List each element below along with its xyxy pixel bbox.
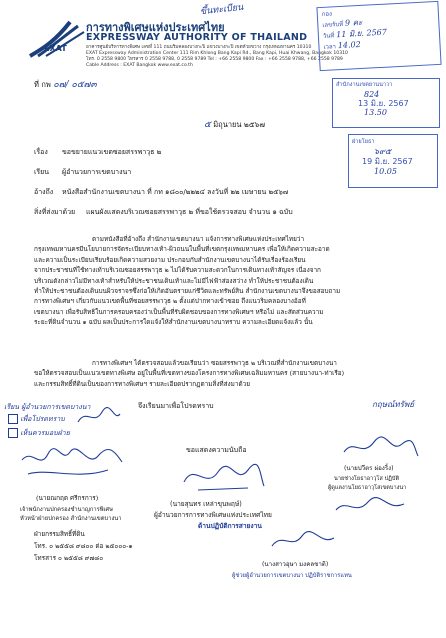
annotation-title-1b: หัวหน้าฝ่ายปกครอง สำนักงานเขตบางนา <box>20 516 122 522</box>
exat-logo <box>26 18 86 62</box>
letter-ref <box>34 80 97 90</box>
subject-text: ขอขยายแนวเขตซอยสรรพาวุธ ๒ <box>62 148 162 156</box>
checkbox-icon <box>8 414 18 424</box>
to-line <box>34 168 131 177</box>
body-line: กรุงเทพมหานครมีนโยบายการจัดระเบียบทางเท้า-ผิวถนนในพื้นที่เขตกรุงเทพมหานคร เพื่อให้เกิดความสะอาด <box>34 245 330 254</box>
to-label: เรียน <box>34 168 50 176</box>
footer-dept: ฝ่ายกรรมสิทธิ์ที่ดิน <box>34 530 85 538</box>
stamp-date: 19 มิ.ย. 2567 <box>362 157 413 166</box>
stamp-value: 824 <box>364 90 380 99</box>
handwritten-note: ขึ้นทะเบียน <box>199 2 244 18</box>
body-line: ตามหนังสือที่อ้างถึง สำนักงานเขตบางนา แจ้งการทางพิเศษแห่งประเทศไทยว่า <box>92 235 305 243</box>
body-line: การทางพิเศษฯ ได้ตรวจสอบแล้วขอเรียนว่า ซอยสรรพาวุธ ๒ บริเวณที่สำนักงานเขตบางนา <box>92 359 337 367</box>
annotation-title-2b: ผู้ดูแลงานโยธาอาวุโสเขตบางนา <box>328 485 407 491</box>
stamp-value: 14.02 <box>337 39 361 51</box>
to-text: ผู้อำนวยการเขตบางนา <box>62 168 132 176</box>
org-tel: โทร. 0 2558 9800 โทรสาร 0 2558 9788, 0 2558 9789 Tel : +66 2558 9800 Fax : +66 2558 9788, +66 2558 9789 <box>86 57 343 62</box>
stamp-date: 13 มิ.ย. 2567 <box>358 99 409 108</box>
annotation-name-3: (นางสาวอุษา มงคลชาติ) <box>262 561 329 568</box>
signature-scribble-left <box>18 440 128 490</box>
enclosure-label: สิ่งที่ส่งมาด้วย <box>34 208 76 216</box>
body-line: ขอให้ตรวจสอบเป็นแนวเขตทางพิเศษ อยู่ในพื้นที่เขตทางของโครงการทางพิเศษเฉลิมมหานคร (สายบางนา-ท่าเรือ) <box>34 369 345 378</box>
ref-label: ที่ กพ <box>34 80 51 89</box>
subject-line <box>34 148 161 157</box>
annotation-text: เห็นควรมอบฝ่าย <box>20 429 70 437</box>
reference-line <box>34 188 288 197</box>
stamp-time: 13.50 <box>364 108 387 117</box>
annotation-name-1: (นายณกฤต ศรีกรการ) <box>36 494 99 502</box>
annotation-name-2: (นายปวีตร ผ่องริ้ง) <box>344 465 394 472</box>
stamp-title: ฝ่ายโยธา <box>352 139 375 145</box>
annotation-recipient: เรียน ผู้อำนวยการเขตบางนา <box>4 403 91 411</box>
body-line: การทางพิเศษฯ เกี่ยวกับแนวเขตพื้นที่ซอยสรรพาวุธ ๒ ตั้งแต่ปากทางเข้าซอย ถึงแนวริมคลองบางอ้อที่ <box>34 297 306 306</box>
body-paragraph-1 <box>34 234 414 328</box>
signer-name: (นายสุนทร เหล่าขุนพฤษ์) <box>170 500 242 508</box>
footer-fax: โทรสาร ๐ ๒๕๕๘ ๙๗๘๐ <box>34 554 104 562</box>
signature-main <box>178 456 268 496</box>
ref-number: ๐๗/ ๐๕๗๓ <box>53 80 97 90</box>
body-line: จากประชาชนที่ใช้ทางเท้าบริเวณซอยสรรพาวุธ ๒ ไม่ได้รับความสะดวกในการเดินทางเท้าสัญจร เนื่องจาก <box>34 266 321 275</box>
footer-tel: โทร. ๐ ๒๕๕๘ ๙๘๐๐ ต่อ ๒๕๐๐๐-๑ <box>34 542 133 550</box>
signer-title-2: ด้านปฏิบัติการสายงาน <box>198 522 262 530</box>
annotation-text: เพื่อโปรดทราบ <box>20 415 65 423</box>
stamp-title: สำนักงานเขตยานนาวา <box>336 82 393 88</box>
org-address-th: อาคารศูนย์บริหารทางพิเศษ เลขที่ 111 ถนนริมคลองบางกะปิ แขวงบางกะปิ เขตห้วยขวาง กรุงเทพมหานคร 10310 <box>86 45 312 50</box>
stamp-time: 10.05 <box>374 167 397 176</box>
body-line: ทำให้ประชาชนต้องเดินบนผิวจราจรซึ่งก่อให้เกิดอันตรายแก่ชีวิตและทรัพย์สิน สำนักงานเขตบางนาจึงขอสอบถาม <box>34 287 341 296</box>
body-line: และความเป็นระเบียบเรียบร้อยเกิดความสวยงาม ประกอบกับสำนักงานเขตบางนาได้รับเรื่องร้องเรียน <box>34 255 306 264</box>
body-line: บริเวณดังกล่าวไม่มีทางเท้าสำหรับให้ประชาชนเดินเท้าและไม่มีไฟฟ้าส่องสว่าง ทำให้ประชาชนต้องเดิน <box>34 276 314 285</box>
annotation-title-3: ผู้ช่วยผู้อำนวยการเขตบางนา ปฏิบัติราชการแทน <box>232 573 352 579</box>
subject-label: เรื่อง <box>34 148 48 156</box>
handwritten-annotation: กฤษณ์ทรัพย์ <box>372 400 414 409</box>
annotation-item-2 <box>8 428 70 439</box>
stamp-value: ๖๙๕ <box>374 147 391 156</box>
reference-label: อ้างถึง <box>34 188 54 196</box>
stamp-label: เวลา <box>323 43 337 51</box>
body-paragraph-2 <box>34 358 414 389</box>
annotation-title-2a: นายช่างโยธาอาวุโส ปฏิบัติ <box>334 476 400 482</box>
date-month-year: มิถุนายน ๒๕๖๗ <box>213 120 265 129</box>
reference-text: หนังสือสำนักงานเขตบางนา ที่ กท ๑๘๐๐/๒๒๒๔ ลงวันที่ ๒๒ เมษายน ๒๕๖๗ <box>62 188 289 196</box>
stamp-label: กอง <box>321 10 333 18</box>
stamp-label: เลขรับที่ <box>322 20 344 29</box>
body-line: เขตบางนา เพื่อรับสิทธิในการครอบครองว่าเป็นพื้นที่รับผิดชอบของการทางพิเศษฯ หรือไม่ และสัดส่วนความ <box>34 307 324 316</box>
org-name-en: EXPRESSWAY AUTHORITY OF THAILAND <box>86 32 308 43</box>
signature-scribble-right <box>340 432 420 462</box>
stamp-label: วันที่ <box>322 32 335 40</box>
org-address-en: EXAT Expressway Administration Center 111 Rim Khlong Bang Kapi Rd., Bang Kapi, Huai Khwang, Bangkok 10310 <box>86 51 348 56</box>
letter-date <box>204 120 265 130</box>
regards-line: ขอแสดงความนับถือ <box>186 446 247 454</box>
body-line: ระยะที่ดินจำนวน ๑ ฉบับ ผลเป็นประการใดแจ้งให้สำนักงานเขตบางนาทราบ ความละเอียดแจ้งแล้ว นั้น <box>34 318 313 327</box>
works-division-stamp <box>348 134 438 188</box>
date-day: ๕ <box>204 120 211 130</box>
closing-line: จึงเรียนมาเพื่อโปรดทราบ <box>138 402 214 410</box>
enclosure-text: แผนผังแสดงบริเวณซอยสรรพาวุธ ๒ ที่ขอใช้ตรวจสอบ จำนวน ๑ ฉบับ <box>86 208 293 216</box>
enclosure-line <box>34 208 293 217</box>
checkbox-icon <box>8 428 18 438</box>
signer-title-1: ผู้อำนวยการการทางพิเศษแห่งประเทศไทย <box>154 511 272 519</box>
district-office-stamp <box>332 78 440 128</box>
stamp-value: 11 มิ.ย. 2567 <box>335 27 388 40</box>
signature-scribble-top <box>74 404 124 430</box>
receipt-stamp <box>316 1 441 71</box>
annotation-title-1a: เจ้าพนักงานปกครองชำนาญการพิเศษ <box>20 507 113 513</box>
org-cable: Cable Address : EXAT Bangkok www.exat.co.th <box>86 63 193 68</box>
logo-text: EXAT <box>44 44 67 53</box>
annotation-item-1 <box>8 414 65 425</box>
signature-scribble-bottom <box>268 528 338 554</box>
body-line: และกรรมสิทธิ์ที่ดินเป็นของการทางพิเศษฯ รายละเอียดปรากฏตามสิ่งที่ส่งมาด้วย <box>34 379 250 388</box>
stamp-value: 9 คะ <box>344 17 363 28</box>
signature-scribble-right-2 <box>330 494 410 518</box>
org-name-th: การทางพิเศษแห่งประเทศไทย <box>86 21 225 34</box>
